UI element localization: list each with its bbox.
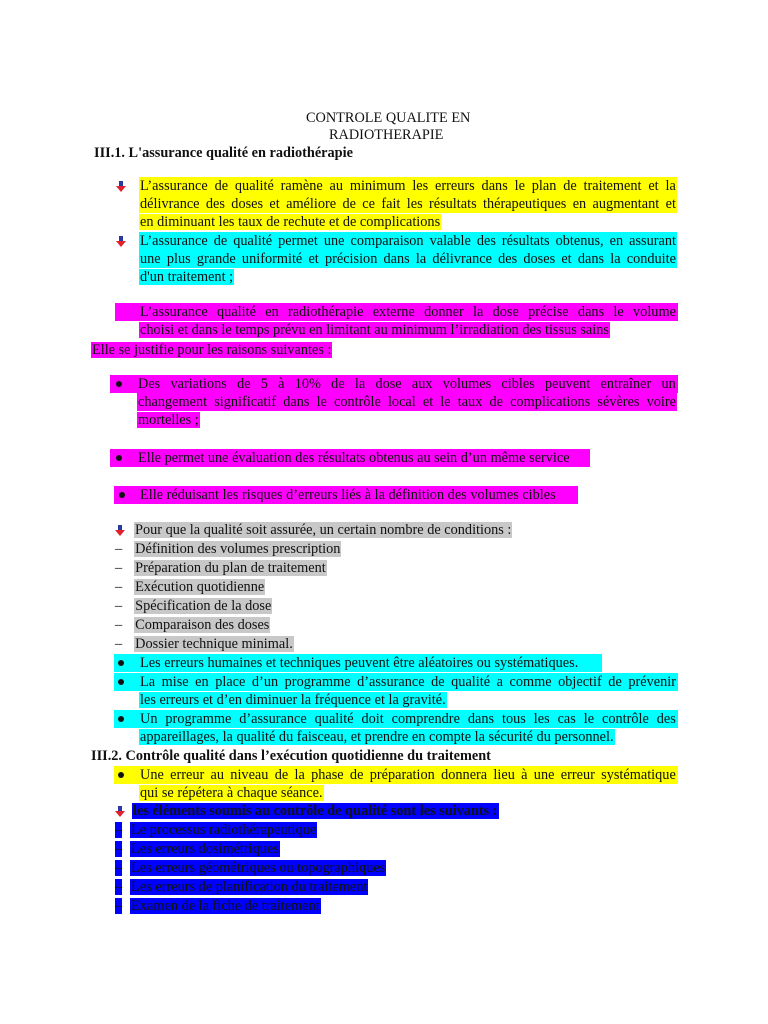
error-note-3 (139, 710, 677, 728)
word: et (422, 394, 434, 410)
word: les (412, 178, 429, 194)
word: le (316, 394, 327, 410)
dash-bullet-icon: – (115, 617, 123, 633)
para-line (137, 375, 677, 393)
condition-text: Comparaison des doses (135, 617, 270, 633)
word: une (323, 233, 345, 249)
word: précise (528, 304, 569, 320)
dash-bullet-icon: – (115, 879, 123, 895)
word: variations (170, 376, 227, 392)
word: erreur (170, 767, 205, 783)
element-item (115, 897, 321, 915)
para-line: Elle permet une évaluation des résultats obtenus au sein d’un même service (138, 450, 570, 466)
word: L’assurance (140, 178, 208, 194)
quality-para-2 (139, 232, 677, 250)
quality-para-1 (139, 177, 677, 195)
word: cas (557, 711, 576, 727)
word: de (237, 376, 251, 392)
quality-para-1 (139, 213, 441, 231)
para-line: qui se répétera à chaque séance. (140, 785, 323, 801)
word: le (440, 394, 451, 410)
dash-bullet-icon: – (115, 898, 123, 914)
word: qualité (217, 304, 256, 320)
word: prévenir (628, 674, 676, 690)
word: dans (383, 251, 410, 267)
down-arrow-bullet-icon (115, 181, 127, 193)
word: de (431, 674, 445, 690)
para-line (137, 393, 677, 411)
condition-item (115, 635, 294, 653)
word: volume (633, 304, 676, 320)
condition-item (115, 597, 272, 615)
word: comprendre (391, 711, 460, 727)
word: et (665, 196, 676, 212)
word: un (661, 376, 676, 392)
round-bullet-icon (118, 716, 124, 722)
word: en (195, 674, 209, 690)
condition-text: Dossier technique minimal. (135, 636, 293, 652)
word: améliore (286, 196, 337, 212)
round-bullet-icon (118, 772, 124, 778)
word: qualité (314, 711, 354, 727)
round-bullet-icon (116, 381, 122, 387)
word: Un (140, 711, 158, 727)
para-line (139, 177, 677, 195)
word: cibles (501, 376, 535, 392)
conditions-intro (134, 521, 512, 539)
word: erreurs (435, 178, 475, 194)
para-line (139, 232, 677, 250)
word: changement (138, 394, 208, 410)
systematic-error-note (139, 784, 324, 802)
word: taux (457, 394, 483, 410)
down-arrow-bullet-icon (114, 806, 126, 818)
word: la (354, 376, 366, 392)
para-line (139, 766, 677, 784)
quality-para-1 (139, 195, 677, 213)
word: comme (509, 674, 552, 690)
word: doit (361, 711, 384, 727)
error-note-2 (139, 691, 447, 709)
reason-1 (137, 411, 200, 429)
round-bullet-icon (116, 455, 122, 461)
word: de (214, 178, 229, 194)
word: la (415, 251, 427, 267)
word: qualité (233, 233, 273, 249)
word: dans (577, 304, 605, 320)
word: dans (481, 178, 508, 194)
quality-para-3 (139, 321, 610, 339)
word: de (274, 767, 289, 783)
word: préparation (369, 767, 435, 783)
word: la (294, 767, 305, 783)
word: 5 (260, 376, 268, 392)
word: conduite (626, 251, 676, 267)
word: a (496, 674, 503, 690)
quality-para-3 (139, 303, 677, 321)
word: La (140, 674, 156, 690)
word: augmentant (592, 196, 660, 212)
para-line: Pour que la qualité soit assurée, un certain nombre de conditions : (135, 522, 512, 538)
element-text: Le processus radiothérapeutique (131, 822, 317, 838)
dash-bullet-icon: – (115, 560, 123, 576)
word: plus (166, 251, 191, 267)
reason-1 (137, 393, 677, 411)
word: Des (138, 376, 161, 392)
word: résultats (501, 233, 550, 249)
word: dans (577, 251, 605, 267)
word: qualité (234, 178, 274, 194)
word: et (269, 196, 280, 212)
word: mise (161, 674, 189, 690)
word: phase (311, 767, 344, 783)
doc-title-line-2: RADIOTHERAPIE (329, 127, 444, 143)
word: de (489, 394, 503, 410)
condition-text: Préparation du plan de traitement (135, 560, 326, 576)
word: la (665, 178, 676, 194)
para-line: en diminuant les taux de rechute et de complications (140, 214, 441, 230)
element-item (115, 840, 280, 858)
word: aux (411, 376, 433, 392)
condition-text: Spécification de la dose (135, 598, 272, 614)
error-note-3 (139, 728, 615, 746)
word: local (387, 394, 416, 410)
word: dans (283, 394, 310, 410)
word: délivrance (432, 251, 492, 267)
word: uniformité (241, 251, 303, 267)
word: de (349, 767, 364, 783)
condition-item (115, 559, 327, 577)
word: en (265, 304, 279, 320)
word: au (210, 767, 225, 783)
para-line: les éléments soumis au contrôle de qualité sont les suivants : (133, 803, 498, 819)
word: voire (646, 394, 676, 410)
para-line (139, 673, 677, 691)
word: donner (424, 304, 464, 320)
word: le (613, 304, 624, 320)
word: minimum (349, 178, 406, 194)
word: dans (467, 711, 495, 727)
word: fait (381, 196, 401, 212)
reason-3 (139, 486, 557, 504)
word: L’assurance (140, 304, 208, 320)
error-note-1 (139, 654, 579, 672)
word: Une (140, 767, 164, 783)
dash-bullet-icon: – (115, 598, 123, 614)
word: plan (531, 178, 557, 194)
word: de (563, 178, 577, 194)
para-line: d'un traitement ; (140, 269, 234, 285)
word: grande (196, 251, 236, 267)
word: permet (278, 233, 318, 249)
error-note-2 (139, 673, 677, 691)
word: ce (362, 196, 375, 212)
word: à (521, 767, 528, 783)
word: contrôle (334, 394, 381, 410)
word: comparaison (350, 233, 424, 249)
section-heading-1: III.1. L'assurance qualité en radiothérapie (94, 145, 353, 161)
word: objectif (558, 674, 602, 690)
word: le (583, 711, 595, 727)
word: complications (510, 394, 591, 410)
word: et (308, 251, 319, 267)
word: des (498, 251, 518, 267)
word: les (533, 711, 550, 727)
word: des (205, 196, 225, 212)
word: place (215, 674, 246, 690)
dash-bullet-icon: – (115, 636, 123, 652)
word: d’assurance (239, 711, 307, 727)
reason-2 (137, 449, 571, 467)
word: résultats (428, 196, 477, 212)
condition-item (115, 616, 270, 634)
condition-text: Exécution quotidienne (135, 579, 265, 595)
word: L’assurance (140, 233, 208, 249)
word: 10% (294, 376, 321, 392)
word: entraîner (600, 376, 652, 392)
quality-para-2 (139, 268, 234, 286)
word: une (533, 767, 555, 783)
systematic-error-note (139, 766, 677, 784)
word: programme (284, 674, 351, 690)
word: contrôle (602, 711, 649, 727)
round-bullet-icon (118, 679, 124, 685)
element-item (115, 859, 386, 877)
down-arrow-bullet-icon (114, 525, 126, 537)
dash-bullet-icon: – (115, 579, 123, 595)
para-line (139, 710, 677, 728)
word: le (514, 178, 525, 194)
element-text: Examen de la fiche de traitement (131, 898, 320, 914)
word: volumes (442, 376, 492, 392)
word: au (329, 178, 344, 194)
word: obtenus, (555, 233, 604, 249)
dash-bullet-icon: – (115, 541, 123, 557)
word: de (608, 674, 622, 690)
word: donnera (441, 767, 488, 783)
word: les (406, 196, 423, 212)
element-text: Les erreurs de planification du traitement (131, 879, 368, 895)
condition-text: Définition des volumes prescription (135, 541, 341, 557)
word: la (610, 251, 621, 267)
word: doses (523, 251, 556, 267)
word: dose (492, 304, 519, 320)
word: en (609, 233, 624, 249)
word: lieu (493, 767, 515, 783)
condition-item (115, 578, 265, 596)
para-line: Elle réduisant les risques d’erreurs liés à la définition des volumes cibles (140, 487, 556, 503)
justify-intro (91, 341, 332, 359)
word: et (561, 251, 572, 267)
word: valable (429, 233, 471, 249)
word: ramène (280, 178, 323, 194)
para-line: Les erreurs humaines et techniques peuvent être aléatoires ou systématiques. (140, 655, 579, 671)
word: externe (372, 304, 415, 320)
para-line: appareillages, la qualité du faisceau, et prendre en compte la sécurité du personnel. (140, 729, 614, 745)
word: radiothérapie (288, 304, 364, 320)
para-line: les erreurs et d’en diminuer la fréquence et la gravité. (140, 692, 446, 708)
para-line: choisi et dans le temps prévu en limitant au minimum l’irradiation des tissus sains (140, 322, 609, 338)
element-text: Les erreurs dosimétriques (131, 841, 279, 857)
dash-bullet-icon: – (115, 860, 123, 876)
word: d’un (251, 674, 279, 690)
word: de (331, 376, 345, 392)
word: systématique (601, 767, 676, 783)
word: tous (501, 711, 526, 727)
word: erreur (560, 767, 595, 783)
word: programme (165, 711, 232, 727)
word: sévères (597, 394, 640, 410)
word: des (656, 711, 676, 727)
word: la (473, 304, 484, 320)
word: une (140, 251, 161, 267)
reason-1 (137, 375, 677, 393)
para-line: mortelles ; (138, 412, 199, 428)
word: en (572, 196, 587, 212)
element-item (115, 878, 368, 896)
word: significatif (214, 394, 277, 410)
word: délivrance (140, 196, 200, 212)
round-bullet-icon (119, 492, 125, 498)
quality-para-2 (139, 250, 677, 268)
word: précision (324, 251, 378, 267)
word: d’assurance (357, 674, 425, 690)
doc-title-line-1: CONTROLE QUALITE EN (306, 110, 471, 126)
down-arrow-bullet-icon (115, 236, 127, 248)
word: doses (231, 196, 264, 212)
word: et (648, 178, 659, 194)
elements-intro (132, 802, 499, 820)
para-line (139, 195, 677, 213)
word: niveau (230, 767, 269, 783)
dash-bullet-icon: – (115, 841, 123, 857)
para-line (139, 303, 677, 321)
section-heading-2: III.2. Contrôle qualité dans l’exécution quotidienne du traitement (91, 748, 491, 764)
word: de (213, 233, 228, 249)
word: des (476, 233, 496, 249)
word: qualité (451, 674, 491, 690)
justify-intro-text: Elle se justifie pour les raisons suivantes : (92, 342, 332, 358)
dash-bullet-icon: – (115, 822, 123, 838)
para-line (139, 250, 677, 268)
word: peuvent (545, 376, 591, 392)
round-bullet-icon (118, 660, 124, 666)
element-item (115, 821, 317, 839)
word: dose (375, 376, 402, 392)
condition-item (115, 540, 341, 558)
element-text: Les erreurs géométriques ou topographiques (131, 860, 386, 876)
word: assurant (629, 233, 676, 249)
word: à (278, 376, 285, 392)
word: thérapeutiques (482, 196, 567, 212)
word: de (342, 196, 356, 212)
word: traitement (583, 178, 642, 194)
